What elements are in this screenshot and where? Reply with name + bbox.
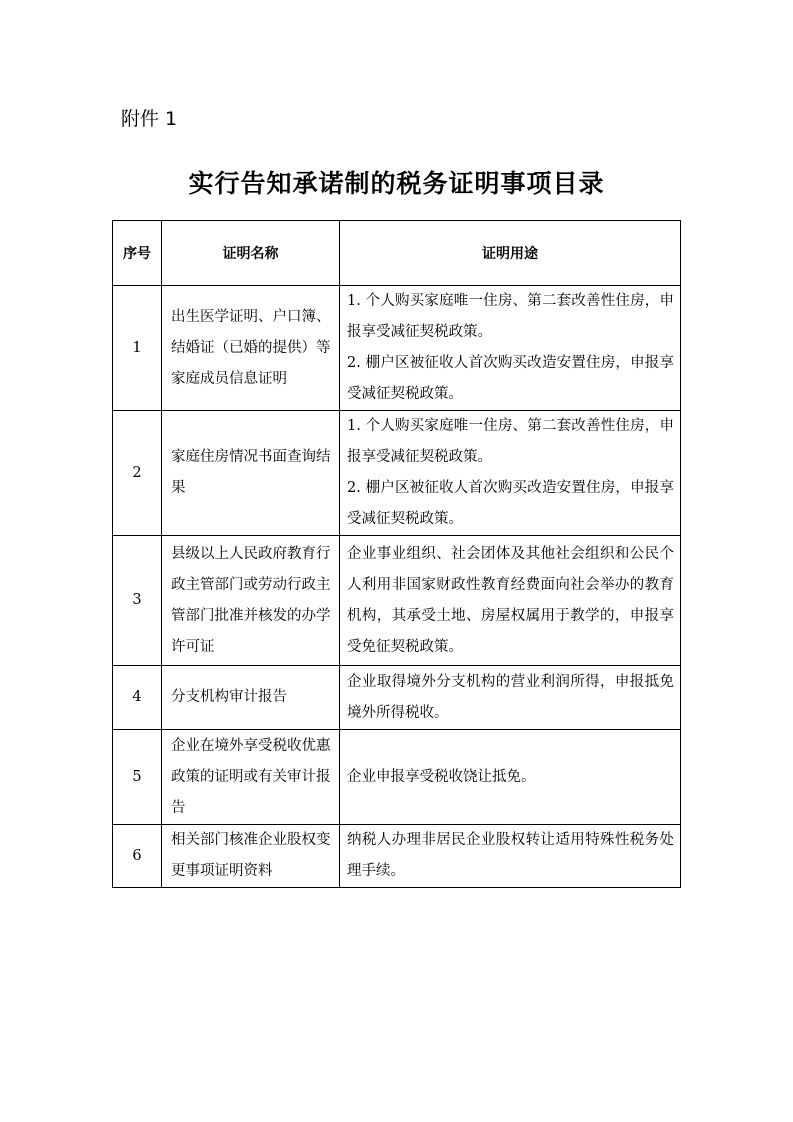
row-cert-use bbox=[340, 730, 681, 825]
document-title: 实行告知承诺制的税务证明事项目录 bbox=[188, 169, 605, 198]
row-seq: 4 bbox=[113, 666, 162, 730]
use-item: 纳税人办理非居民企业股权转让适用特殊性税务处理手续。 bbox=[347, 832, 674, 879]
table-row bbox=[113, 286, 681, 411]
row-cert-use bbox=[340, 825, 681, 888]
use-item: 1. 个人购买家庭唯一住房、第二套改善性住房，申报享受减征契税政策。 bbox=[347, 293, 674, 340]
certification-items-table bbox=[112, 220, 681, 888]
row-seq: 3 bbox=[113, 536, 162, 666]
use-item: 企业申报享受税收饶让抵免。 bbox=[347, 768, 536, 785]
row-cert-use bbox=[340, 411, 681, 536]
row-cert-use bbox=[340, 666, 681, 730]
header-name: 证明名称 bbox=[162, 221, 340, 286]
table-header-row bbox=[113, 221, 681, 286]
use-item: 企业取得境外分支机构的营业利润所得，申报抵免境外所得税收。 bbox=[347, 673, 674, 721]
row-cert-use bbox=[340, 536, 681, 666]
table-row bbox=[113, 825, 681, 888]
table-row bbox=[113, 730, 681, 825]
row-cert-name: 企业在境外享受税收优惠政策的证明或有关审计报告 bbox=[162, 730, 340, 825]
row-cert-use bbox=[340, 286, 681, 411]
header-seq: 序号 bbox=[113, 221, 162, 286]
use-item: 2. 棚户区被征收人首次购买改造安置住房，申报享受减征契税政策。 bbox=[347, 480, 674, 527]
table-row bbox=[113, 536, 681, 666]
row-seq: 1 bbox=[113, 286, 162, 411]
use-item: 企业事业组织、社会团体及其他社会组织和公民个人利用非国家财政性教育经费面向社会举办的教育机构，其承受土地、房屋权属用于教学的，申报享受免征契税政策。 bbox=[347, 545, 674, 655]
use-item: 2. 棚户区被征收人首次购买改造安置住房，申报享受减征契税政策。 bbox=[347, 355, 674, 402]
row-cert-name: 分支机构审计报告 bbox=[162, 666, 340, 730]
row-cert-name: 出生医学证明、户口簿、结婚证（已婚的提供）等家庭成员信息证明 bbox=[162, 286, 340, 411]
row-cert-name: 家庭住房情况书面查询结果 bbox=[162, 411, 340, 536]
row-cert-name: 县级以上人民政府教育行政主管部门或劳动行政主管部门批准并核发的办学许可证 bbox=[162, 536, 340, 666]
row-seq: 6 bbox=[113, 825, 162, 888]
row-seq: 5 bbox=[113, 730, 162, 825]
attachment-label: 附件 1 bbox=[121, 108, 178, 130]
table-row bbox=[113, 411, 681, 536]
header-use: 证明用途 bbox=[340, 221, 681, 286]
row-cert-name: 相关部门核准企业股权变更事项证明资料 bbox=[162, 825, 340, 888]
use-item: 1. 个人购买家庭唯一住房、第二套改善性住房，申报享受减征契税政策。 bbox=[347, 418, 674, 465]
row-seq: 2 bbox=[113, 411, 162, 536]
table-row bbox=[113, 666, 681, 730]
